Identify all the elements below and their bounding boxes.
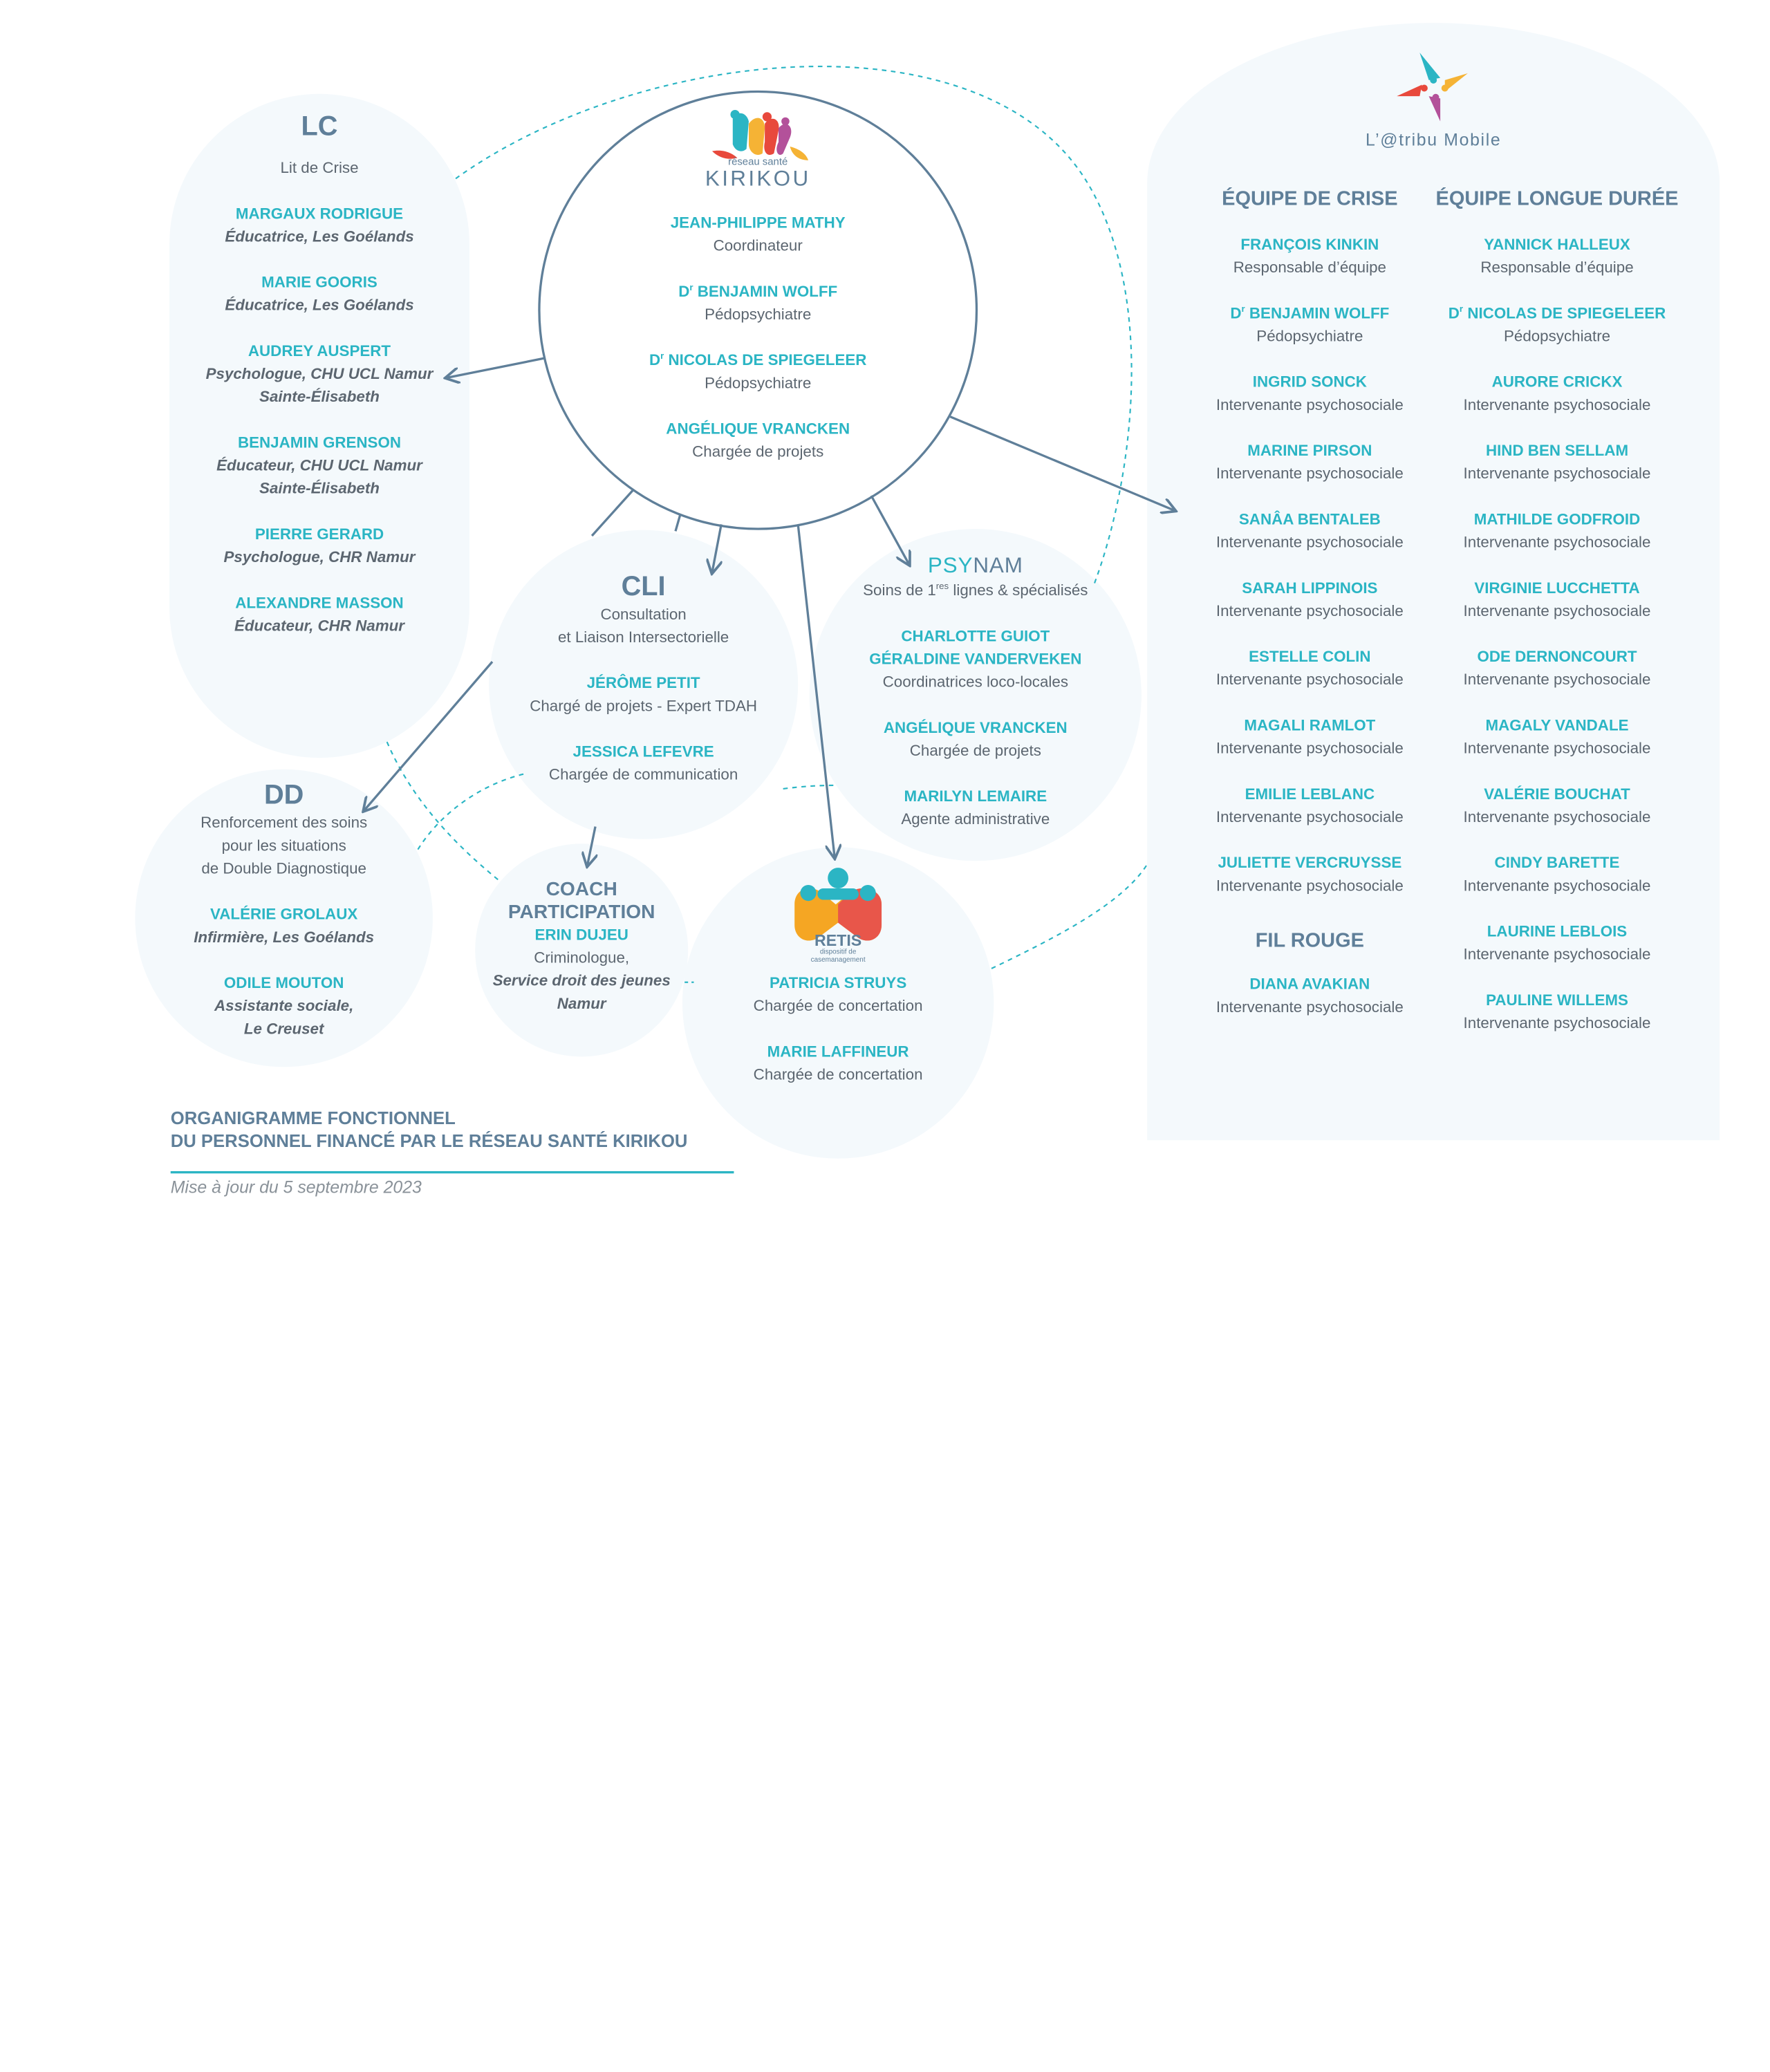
dd-subtitle-line3: de Double Diagnostique <box>201 859 366 877</box>
person-role: Intervenante psychosociale <box>1463 877 1651 895</box>
person-role: Intervenante psychosociale <box>1215 533 1404 551</box>
arrow-to-atribu <box>950 417 1175 511</box>
person-name: SARAH LIPPINOIS <box>1242 579 1378 597</box>
person-role: Intervenante psychosociale <box>1215 808 1404 825</box>
person-role: Éducateur, CHR Namur <box>234 617 404 635</box>
dd-title: DD <box>263 779 304 811</box>
person <box>700 1040 975 1086</box>
person-role: Éducatrice, Les Goélands <box>225 227 414 245</box>
person-role: Intervenante psychosociale <box>1463 1014 1651 1032</box>
person <box>1177 783 1442 829</box>
person <box>700 972 975 1018</box>
person-role: Pédopsychiatre <box>705 374 812 392</box>
person-role: Intervenante psychosociale <box>1463 602 1651 619</box>
person <box>827 625 1125 693</box>
person <box>1424 440 1690 485</box>
person-role: Coordinateur <box>713 236 803 254</box>
person <box>609 418 907 463</box>
psynam-team <box>827 554 1125 854</box>
person-name: AUDREY AUSPERT <box>248 342 391 360</box>
person-name: ANGÉLIQUE VRANCKEN <box>883 718 1068 736</box>
person-role: Intervenante psychosociale <box>1215 739 1404 757</box>
psynam-logo-a: PSY <box>927 554 974 579</box>
person-name: VALÉRIE GROLAUX <box>210 905 358 923</box>
person-name: CINDY BARETTE <box>1494 854 1620 872</box>
person <box>1177 577 1442 623</box>
person-role: Intervenante psychosociale <box>1463 739 1651 757</box>
person <box>1177 234 1442 279</box>
person-role: Infirmière, Les Goélands <box>194 928 375 946</box>
person-role: Agente administrative <box>901 810 1050 828</box>
person-name: MARILYN LEMAIRE <box>904 787 1047 805</box>
footer-title-line1: ORGANIGRAMME FONCTIONNEL <box>170 1109 456 1129</box>
person-role: Intervenante psychosociale <box>1463 395 1651 413</box>
kirikou-logo-name: KIRIKOU <box>705 167 811 192</box>
person-name: YANNICK HALLEUX <box>1484 236 1630 253</box>
person <box>1424 508 1690 554</box>
longue-title: ÉQUIPE LONGUE DURÉE <box>1435 186 1679 210</box>
person-name: MARIE GOORIS <box>261 273 378 291</box>
dd-subtitle: Renforcement des soins <box>201 814 368 832</box>
person <box>181 431 458 500</box>
cli-subtitle-line2: et Liaison Intersectorielle <box>557 628 729 646</box>
person-name: MARIE LAFFINEUR <box>767 1043 909 1061</box>
lc-subtitle: Lit de Crise <box>280 159 359 177</box>
retis-team <box>700 972 975 1110</box>
person-role: Intervenante psychosociale <box>1463 671 1651 689</box>
person <box>147 904 421 949</box>
person-role: Intervenante psychosociale <box>1215 465 1404 483</box>
crise-title: ÉQUIPE DE CRISE <box>1222 186 1398 210</box>
person-name: INGRID SONCK <box>1252 373 1367 391</box>
psynam-logo-b: NAM <box>973 554 1023 579</box>
person-name: ALEXANDRE MASSON <box>235 594 404 612</box>
person <box>1424 234 1690 279</box>
person-name: ESTELLE COLIN <box>1249 648 1371 666</box>
footer-divider <box>171 1171 734 1173</box>
lc-team <box>181 111 458 661</box>
person-role: Pédopsychiatre <box>1256 327 1363 345</box>
person-name: PATRICIA STRUYS <box>769 974 907 992</box>
psynam-logo <box>827 554 1125 579</box>
person-name: $D^r$ NICOLAS DE SPIEGELEER <box>649 351 867 369</box>
person-role: Intervenante psychosociale <box>1463 808 1651 825</box>
person <box>1177 440 1442 485</box>
person-role: Chargée de projets <box>692 442 824 460</box>
person-role-line2: Le Creuset <box>243 1020 324 1038</box>
person-name: FRANÇOIS KINKIN <box>1240 236 1379 253</box>
person-role: Intervenante psychosociale <box>1215 395 1404 413</box>
person-role: Pédopsychiatre <box>1503 327 1611 345</box>
person-name: JULIETTE VERCRUYSSE <box>1218 854 1402 872</box>
cli-title: CLI <box>621 571 666 603</box>
coach-team <box>478 878 684 1016</box>
person-name: VALÉRIE BOUCHAT <box>1484 785 1630 803</box>
person-role: Pédopsychiatre <box>705 306 812 323</box>
line-to-cli-left <box>592 490 633 536</box>
person <box>181 523 458 569</box>
person <box>1177 371 1442 417</box>
person <box>1424 852 1690 897</box>
person-name: LAURINE LEBLOIS <box>1487 922 1628 940</box>
person-name: JEAN-PHILIPPE MATHY <box>670 214 846 232</box>
person-name: BENJAMIN GRENSON <box>237 433 401 451</box>
person-role: Chargée de concertation <box>753 1065 923 1083</box>
person <box>1424 646 1690 691</box>
person-name: AURORE CRICKX <box>1491 373 1623 391</box>
person-role-line2: Sainte-Élisabeth <box>259 388 380 406</box>
person-name: MARGAUX RODRIGUE <box>235 205 404 223</box>
person <box>1177 973 1442 1019</box>
person-name: DIANA AVAKIAN <box>1249 975 1370 993</box>
person-name: MAGALI RAMLOT <box>1244 716 1376 734</box>
person <box>181 592 458 637</box>
person-name: CHARLOTTE GUIOT <box>901 627 1050 645</box>
person <box>1424 920 1690 966</box>
person-name: PIERRE GERARD <box>254 525 384 543</box>
person-role: Psychologue, CHR Namur <box>223 548 416 566</box>
person <box>1177 646 1442 691</box>
person-name: MAGALY VANDALE <box>1485 716 1629 734</box>
person-name: HIND BEN SELLAM <box>1485 442 1629 460</box>
person-name: $D^r$ BENJAMIN WOLFF <box>678 282 838 300</box>
atribu-longue-column <box>1424 185 1690 1058</box>
person <box>1177 714 1442 760</box>
retis-logo-name: RETIS <box>814 931 862 949</box>
line-to-cli-mid <box>676 515 680 531</box>
cli-subtitle: Consultation <box>600 605 687 623</box>
person-role: Intervenante psychosociale <box>1463 533 1651 551</box>
person-role-line2: Sainte-Élisabeth <box>259 479 380 497</box>
person <box>1424 577 1690 623</box>
person-name: ERIN DUJEU <box>534 926 628 944</box>
person <box>827 785 1125 831</box>
person <box>1177 852 1442 897</box>
person-role-line2: Service droit des jeunes <box>492 971 671 989</box>
person-name: PAULINE WILLEMS <box>1486 991 1628 1009</box>
coach-title-line2: PARTICIPATION <box>507 901 655 923</box>
dashed-connector <box>991 864 1147 969</box>
atribu-brand: L’@tribu Mobile <box>1365 130 1502 150</box>
retis-logo-text <box>779 931 897 965</box>
person-role: Responsable d’équipe <box>1480 259 1634 277</box>
retis-logo-small: dispositif de <box>819 949 857 956</box>
person <box>1177 508 1442 554</box>
person <box>147 972 421 1040</box>
person-name: GÉRALDINE VANDERVEKEN <box>869 650 1082 668</box>
cli-team <box>494 571 792 809</box>
person <box>494 672 792 718</box>
kirikou-team <box>609 212 907 486</box>
person <box>827 717 1125 763</box>
person-name: $D^r$ BENJAMIN WOLFF <box>1230 304 1390 322</box>
person-name: SANÂA BENTALEB <box>1238 510 1381 528</box>
person <box>181 271 458 317</box>
person-name: MARINE PIRSON <box>1247 442 1372 460</box>
person <box>1424 783 1690 829</box>
person-role: Chargée de communication <box>548 765 738 783</box>
filrouge-title: FIL ROUGE <box>1255 928 1364 952</box>
person-name: ODE DERNONCOURT <box>1477 648 1637 666</box>
person <box>181 340 458 409</box>
person-name: MATHILDE GODFROID <box>1473 510 1641 528</box>
person <box>609 349 907 395</box>
person-role: Chargée de projets <box>909 742 1041 759</box>
footer-title <box>171 1108 688 1154</box>
person-name: ODILE MOUTON <box>223 974 344 992</box>
footer-date: Mise à jour du 5 septembre 2023 <box>170 1177 422 1198</box>
person-role: Coordinatrices loco-locales <box>882 673 1069 691</box>
person-role: Intervenante psychosociale <box>1215 998 1404 1016</box>
person-role: Assistante sociale, <box>214 997 354 1015</box>
person <box>494 740 792 786</box>
person-role: Intervenante psychosociale <box>1215 671 1404 689</box>
atribu-crise-column <box>1177 185 1442 1042</box>
person-role: Intervenante psychosociale <box>1215 877 1404 895</box>
person-role: Éducatrice, Les Goélands <box>225 296 414 314</box>
person-name: $D^r$ NICOLAS DE SPIEGELEER <box>1448 304 1666 322</box>
person-role: Éducateur, CHU UCL Namur <box>216 456 422 474</box>
person-role: Criminologue, <box>534 949 630 967</box>
person-name: JESSICA LEFEVRE <box>572 743 714 760</box>
person-role: Responsable d’équipe <box>1233 259 1386 277</box>
person <box>1424 302 1690 348</box>
person-name: JÉRÔME PETIT <box>586 674 700 692</box>
kirikou-logo-text <box>644 156 873 192</box>
person <box>1177 302 1442 348</box>
dd-team <box>147 780 421 1064</box>
dd-subtitle-line2: pour les situations <box>221 837 346 855</box>
person <box>1424 714 1690 760</box>
person-role: Intervenante psychosociale <box>1463 945 1651 963</box>
person-name: VIRGINIE LUCCHETTA <box>1474 579 1640 597</box>
person-role: Psychologue, CHU UCL Namur <box>205 365 434 383</box>
person-role: Chargé de projets - Expert TDAH <box>530 697 758 715</box>
person-role: Intervenante psychosociale <box>1463 465 1651 483</box>
person-role: Chargée de concertation <box>753 997 923 1015</box>
person-role-line3: Namur <box>557 994 606 1012</box>
psynam-subtitle: Soins de 1res lignes & spécialisés <box>863 581 1088 599</box>
person-name: EMILIE LEBLANC <box>1245 785 1375 803</box>
person <box>1424 989 1690 1035</box>
person <box>609 212 907 257</box>
kirikou-logo-small: réseau santé <box>728 156 788 167</box>
retis-logo-small-line2: casemanagement <box>810 957 866 964</box>
lc-title: LC <box>301 111 338 142</box>
person <box>609 281 907 326</box>
person-role: Intervenante psychosociale <box>1215 602 1404 619</box>
person <box>1424 371 1690 417</box>
footer-title-line2: DU PERSONNEL FINANCÉ PAR LE RÉSEAU SANTÉ KIRIKOU <box>170 1132 688 1152</box>
person-name: ANGÉLIQUE VRANCKEN <box>666 420 850 438</box>
person <box>181 203 458 248</box>
coach-title: COACH <box>546 878 617 900</box>
